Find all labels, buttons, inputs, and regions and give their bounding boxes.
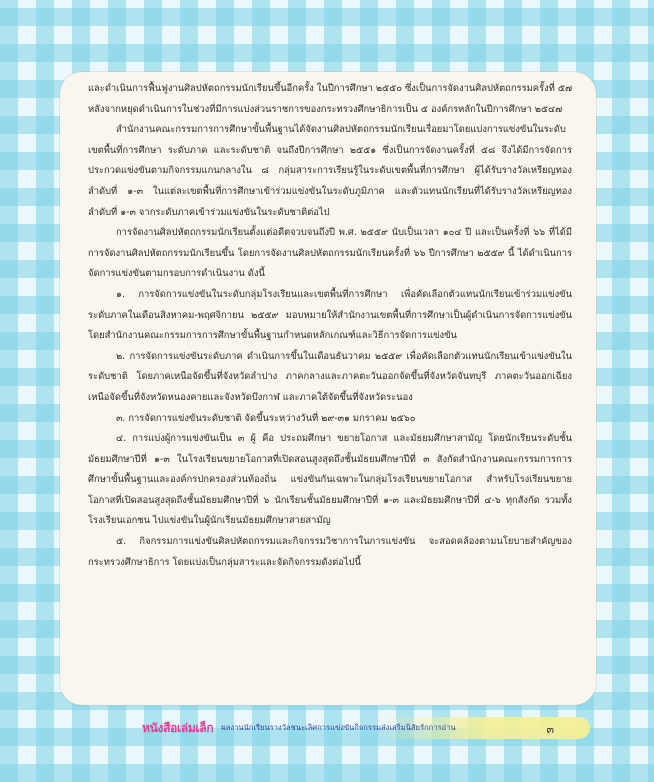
paragraph: ๓. การจัดการแข่งขันระดับชาติ จัดขึ้นระหว่างวันที่ ๒๙-๓๑ มกราคม ๒๕๖๐ <box>116 412 416 424</box>
page-number: ๓ <box>546 723 554 736</box>
body-text <box>88 79 572 573</box>
paragraph: ๑. การจัดการแข่งขันในระดับกลุ่มโรงเรียนและเขตพื้นที่การศึกษา เพื่อคัดเลือกตัวแทนนักเรียนเข้าร่วมแข่งขันระดับภาคในเดือนสิงหาคม-พฤศจิกายน ๒๕๕๙ มอบหมายให้สำนักงานเขตพื้นที่การศึกษาเป็นผู้ดำเนินการจัดการแข่งขัน โดยสำนักงานคณะกรรมการการศึกษาขั้นพื้นฐานกำหนดหลักเกณฑ์และวิธีการจัดการแข่งขัน <box>88 288 572 342</box>
paragraph: และดำเนินการฟื้นฟูงานศิลปหัตถกรรมนักเรียนขึ้นอีกครั้ง ในปีการศึกษา ๒๕๕๐ ซึ่งเป็นการจัดงานศิลปหัตถกรรมครั้งที่ ๕๗ หลังจากหยุดดำเนินการในช่วงที่มีการแบ่งส่วนราชการของกระทรวงศึกษาธิการเป็น ๕ องค์กรหลักในปีการศึกษา ๒๕๔๗ <box>88 83 572 115</box>
paragraph: ๔. การแบ่งผู้การแข่งขันเป็น ๓ ผู้ คือ ประถมศึกษา ขยายโอกาส และมัธยมศึกษาสามัญ โดยนักเรียนระดับชั้นมัธยมศึกษาปีที่ ๑-๓ ในโรงเรียนขยายโอกาสที่เปิดสอนสูงสุดถึงชั้นมัธยมศึกษาปีที่ ๓ สังกัดสำนักงานคณะกรรมการการศึกษาขั้นพื้นฐานและองค์กรปกครองส่วนท้องถิ่น แข่งขันกันเฉพาะในกลุ่มโรงเรียนขยายโอกาส สำหรับโรงเรียนขยายโอกาสที่เปิดสอนสูงสุดถึงชั้นมัธยมศึกษาปีที่ ๖ นักเรียนชั้นมัธยมศึกษาปีที่ ๑-๓ และมัธยมศึกษาปีที่ ๔-๖ ทุกสังกัด รวมทั้งโรงเรียนเอกชน ไปแข่งขันในผู้นักเรียนมัธยมศึกษาสายสามัญ <box>88 433 572 527</box>
paragraph: ๕. กิจกรรมการแข่งขันศิลปหัตถกรรมและกิจกรรมวิชาการในการแข่งขัน จะสอดคล้องตามนโยบายสำคัญของกระทรวงศึกษาธิการ โดยแบ่งเป็นกลุ่มสาระและจัดกิจกรรมดังต่อไปนี้ <box>88 536 572 568</box>
paragraph: การจัดงานศิลปหัตถกรรมนักเรียนตั้งแต่อดีตจวบจนถึงปี พ.ศ. ๒๕๕๙ นับเป็นเวลา ๑๐๔ ปี และเป็นครั้งที่ ๖๖ ที่ได้มีการจัดงานศิลปหัตถกรรมนักเรียนขึ้น โดยการจัดงานศิลปหัตถกรรมนักเรียนครั้งที่ ๖๖ ปีการศึกษา ๒๕๕๙ นี้ ได้ดำเนินการจัดการแข่งขันตามกรอบการดำเนินงาน ดังนี้ <box>88 227 572 280</box>
footer-subtitle: ผลงานนักเรียนรางวัลชนะเลิศการแข่งขันกิจกรรมส่งเสริมนิสัยรักการอ่าน <box>221 723 456 732</box>
paragraph: สำนักงานคณะกรรมการการศึกษาขั้นพื้นฐานได้จัดงานศิลปหัตถกรรมนักเรียนเรื่อยมาโดยแบ่งการแข่งขันในระดับเขตพื้นที่การศึกษา ระดับภาค และระดับชาติ จนถึงปีการศึกษา ๒๕๕๑ ซึ่งเป็นการจัดงานครั้งที่ ๕๘ จึงได้มีการจัดการประกวดแข่งขันตามกิจกรรมแกนกลางใน ๘ กลุ่มสาระการเรียนรู้ในระดับเขตพื้นที่การศึกษา ผู้ได้รับรางวัลเหรียญทอง ลำดับที่ ๑-๓ ในแต่ละเขตพื้นที่การศึกษาเข้าร่วมแข่งขันในระดับภูมิภาค และตัวแทนนักเรียนที่ได้รับรางวัลเหรียญทอง ลำดับที่ ๑-๓ จากระดับภาคเข้าร่วมแข่งขันในระดับชาติต่อไป <box>88 124 572 218</box>
footer <box>60 717 590 739</box>
footer-brand: หนังสือเล่มเล็ก <box>142 720 214 735</box>
paragraph: ๒. การจัดการแข่งขันระดับภาค ดำเนินการขึ้นในเดือนธันวาคม ๒๕๕๙ เพื่อคัดเลือกตัวแทนนักเรียนเข้าแข่งขันในระดับชาติ โดยภาคเหนือจัดขึ้นที่จังหวัดลำปาง ภาคกลางและภาคตะวันออกจัดขึ้นที่จังหวัดจันทบุรี ภาคตะวันออกเฉียงเหนือจัดขึ้นที่จังหวัดหนองคายและจังหวัดบึงกาฬ และภาคใต้จัดขึ้นที่จังหวัดระนอง <box>88 350 572 403</box>
